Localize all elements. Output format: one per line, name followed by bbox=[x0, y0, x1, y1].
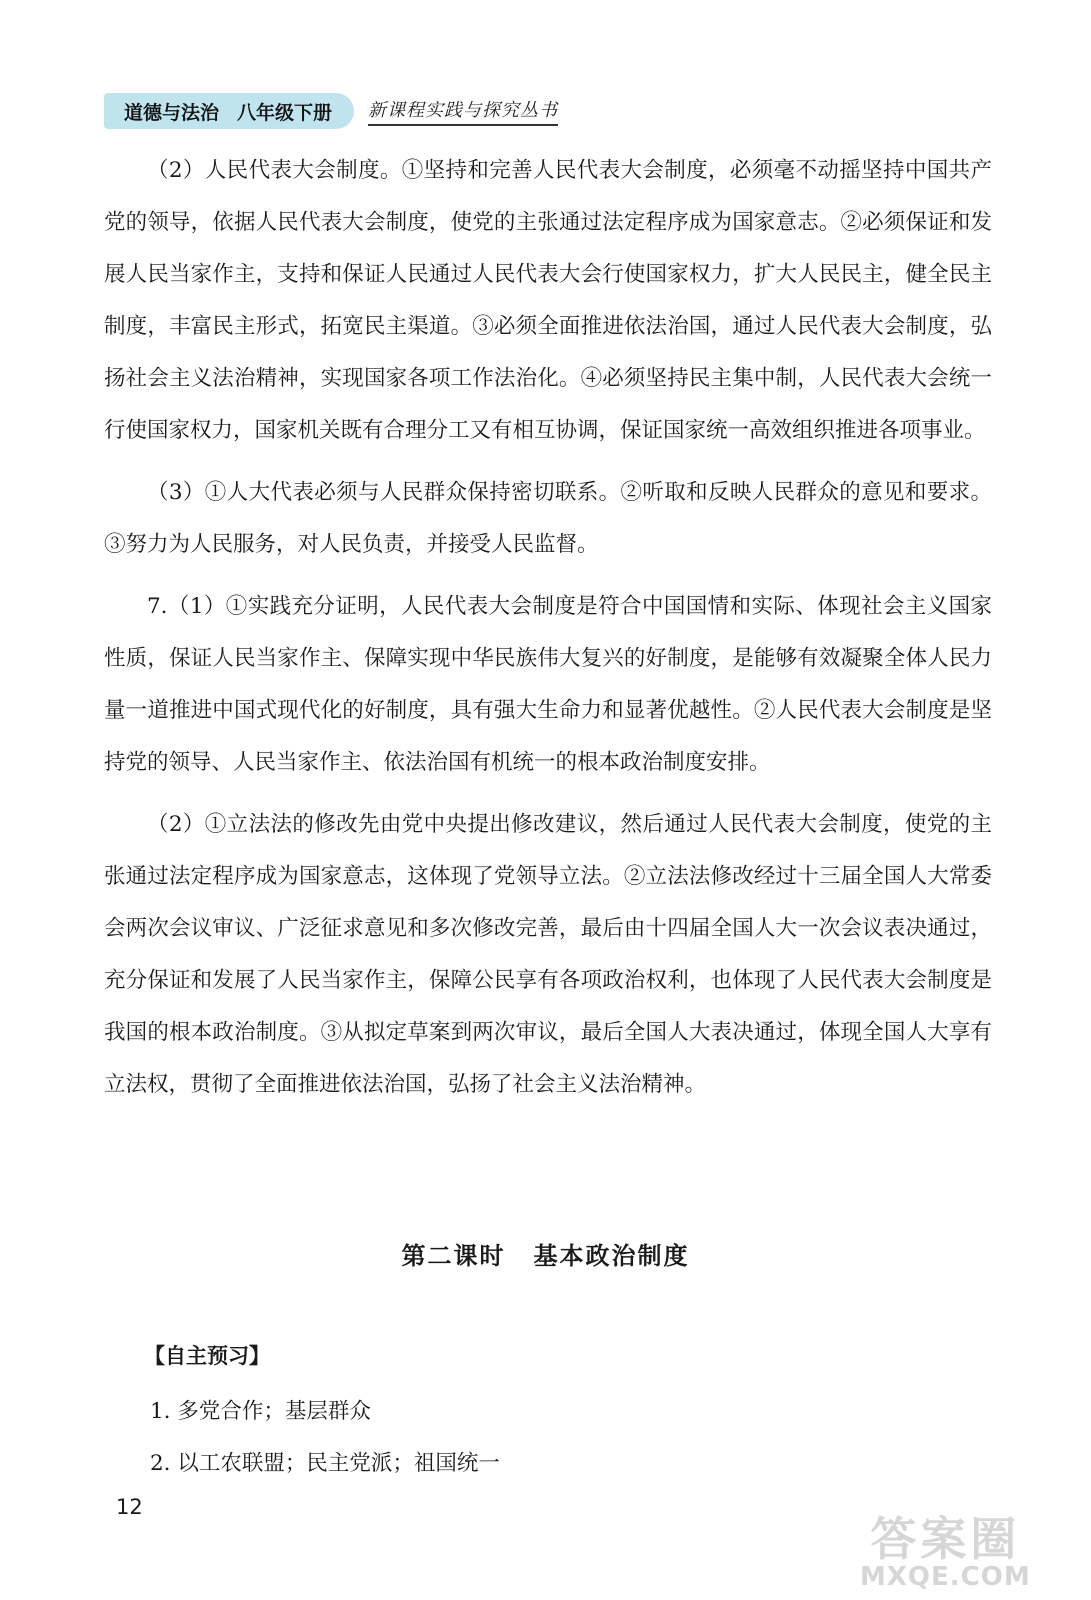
paragraph: （3）①人大代表必须与人民群众保持密切联系。②听取和反映人民群众的意见和要求。③努力为人民服务，对人民负责，并接受人民监督。 bbox=[104, 480, 992, 557]
watermark-logo: 答案圈 bbox=[870, 1512, 1021, 1566]
grade-label: 八年级下册 bbox=[237, 101, 333, 124]
lesson-label: 第二课时 bbox=[401, 1241, 506, 1270]
paragraph: （2）①立法法的修改先由党中央提出修改建议，然后通过人民代表大会制度，使党的主张通过法定程序成为国家意志，这体现了党领导立法。②立法法修改经过十三届全国人大常委会两次会议审议、广泛征求意见和多次修改完善，最后由十四届全国人大一次会议表决通过，充分保证和发展了人民当家作主，保障公民享有各项政治权利，也体现了人民代表大会制度是我国的根本政治制度。③从拟定草案到两次审议，最后全国人大表决通过，体现全国人大享有立法权，贯彻了全面推进依法治国，弘扬了社会主义法治精神。 bbox=[104, 812, 992, 1097]
section-title bbox=[0, 1236, 1091, 1271]
paragraph: （2）人民代表大会制度。①坚持和完善人民代表大会制度，必须毫不动摇坚持中国共产党的领导，依据人民代表大会制度，使党的主张通过法定程序成为国家意志。②必须保证和发展人民当家作主，支持和保证人民通过人民代表大会行使国家权力，扩大人民民主，健全民主制度，丰富民主形式，拓宽民主渠道。③必须全面推进依法治国，通过人民代表大会制度，弘扬社会主义法治精神，实现国家各项工作法治化。④必须坚持民主集中制，人民代表大会统一行使国家权力，国家机关既有合理分工又有相互协调，保证国家统一高效组织推进各项事业。 bbox=[104, 158, 992, 443]
paragraph: 7.（1）①实践充分证明，人民代表大会制度是符合中国国情和实际、体现社会主义国家性质，保证人民当家作主、保障实现中华民族伟大复兴的好制度，是能够有效凝聚全体人民力量一道推进中国式现代化的好制度，具有强大生命力和显著优越性。②人民代表大会制度是坚持党的领导、人民当家作主、依法治国有机统一的根本政治制度安排。 bbox=[104, 594, 992, 775]
answer-body bbox=[104, 145, 992, 1121]
page-number: 12 bbox=[116, 1495, 143, 1519]
preview-answer: 1. 多党合作；基层群众 bbox=[150, 1399, 371, 1424]
subject-label: 道德与法治 bbox=[124, 101, 220, 124]
series-title: 新课程实践与探究丛书 bbox=[368, 96, 558, 126]
preview-answer: 2. 以工农联盟；民主党派；祖国统一 bbox=[150, 1451, 500, 1476]
lesson-title: 基本政治制度 bbox=[533, 1241, 690, 1270]
running-header bbox=[104, 92, 558, 130]
preview-heading: 【自主预习】 bbox=[144, 1344, 270, 1368]
watermark bbox=[860, 1512, 1031, 1592]
watermark-url: MXQE.COM bbox=[860, 1562, 1031, 1592]
subject-tab bbox=[104, 93, 354, 129]
